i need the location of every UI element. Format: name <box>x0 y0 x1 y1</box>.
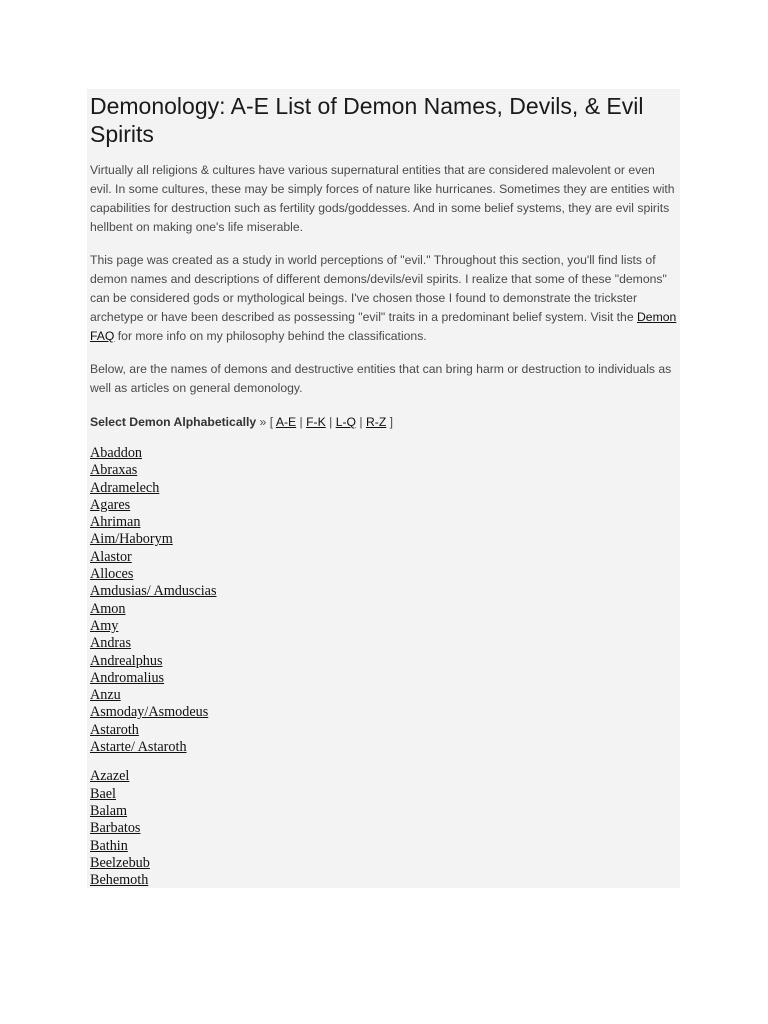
demon-link[interactable]: Andrealphus <box>90 652 163 669</box>
demon-link[interactable]: Andras <box>90 635 131 652</box>
demon-link[interactable]: Agares <box>90 496 131 513</box>
demon-link[interactable]: Aim/Haborym <box>90 531 173 548</box>
letter-link-f-k[interactable]: F-K <box>306 415 326 429</box>
demon-link[interactable]: Abaddon <box>90 445 143 461</box>
intro-paragraph: Virtually all religions & cultures have various supernatural entities that are considered malevolent or even evil. In some cultures, these may be simply forces of nature like hurricanes. Sometimes they are entities with capabilities for destruction such as fertility gods/goddesses. And in some belief systems, they are evil spirits hellbent on making one's life miserable. <box>90 163 675 234</box>
list-item <box>90 618 677 635</box>
demon-link[interactable]: Abraxas <box>90 462 138 479</box>
purpose-paragraph <box>90 251 677 346</box>
list-item <box>90 566 677 583</box>
demon-link[interactable]: Amdusias/ Amduscias <box>90 583 217 600</box>
demon-link[interactable]: Barbatos <box>90 820 141 837</box>
demon-link[interactable]: Bael <box>90 785 116 802</box>
demon-link[interactable]: Bathin <box>90 837 128 854</box>
selector-label: Select Demon Alphabetically <box>90 415 257 429</box>
list-item <box>90 670 677 687</box>
list-item <box>90 653 677 670</box>
demon-link[interactable]: Azazel <box>90 768 130 785</box>
demon-link[interactable]: Astaroth <box>90 721 139 738</box>
demon-link[interactable]: Alastor <box>90 548 132 565</box>
list-item <box>90 855 677 872</box>
list-item <box>90 531 677 548</box>
list-item <box>90 497 677 514</box>
list-item <box>90 803 677 820</box>
purpose-text-after: for more info on my philosophy behind the classifications. <box>114 329 427 343</box>
selector-pipe: | <box>325 415 336 429</box>
selector-pipe: | <box>356 415 366 429</box>
demon-link[interactable]: Anzu <box>90 687 121 704</box>
letter-link-a-e[interactable]: A-E <box>275 415 297 429</box>
letter-link-l-q[interactable]: L-Q <box>335 415 357 429</box>
demon-link[interactable]: Adramelech <box>90 479 160 496</box>
list-item <box>90 445 677 462</box>
demon-link[interactable]: Asmoday/Asmodeus <box>90 704 209 721</box>
list-item <box>90 462 677 479</box>
list-item <box>90 739 677 756</box>
demon-link[interactable]: Alloces <box>90 566 134 583</box>
list-item <box>90 549 677 566</box>
demon-link[interactable]: Astarte/ Astaroth <box>90 739 187 756</box>
article-panel <box>87 89 680 888</box>
below-paragraph: Below, are the names of demons and destructive entities that can bring harm or destruction to individuals as well as articles on general demonology. <box>90 362 672 395</box>
list-item <box>90 768 677 785</box>
demon-link[interactable]: Behemoth <box>90 872 149 889</box>
demon-link[interactable]: Beelzebub <box>90 854 150 871</box>
list-item <box>90 480 677 497</box>
list-item <box>90 722 677 739</box>
list-item <box>90 687 677 704</box>
letter-link-r-z[interactable]: R-Z <box>365 415 387 429</box>
demon-link[interactable]: Amon <box>90 600 126 617</box>
purpose-text-before: This page was created as a study in world perceptions of "evil." Throughout this section, you'll find lists of demon names and descriptions of different demons/devils/evil spirits. I realize that some of these "demons" can be considered gods or mythological beings. I've chosen those I found to demonstrate the trickster archetype or have been described as possessing "evil" traits in a predominant belief system. Visit the <box>90 253 667 324</box>
list-item <box>90 838 677 855</box>
demon-link[interactable]: Amy <box>90 617 119 634</box>
page-title: Demonology: A-E List of Demon Names, Devils, & Evil Spirits <box>90 93 644 147</box>
list-item <box>90 514 677 531</box>
list-item <box>90 583 677 600</box>
selector-open: » [ <box>256 415 276 429</box>
demon-faq-link[interactable]: Demon FAQ <box>90 310 677 343</box>
list-item <box>90 635 677 652</box>
demon-link[interactable]: Balam <box>90 802 128 819</box>
list-item <box>90 704 677 721</box>
list-item <box>90 601 677 618</box>
selector-pipe: | <box>296 415 307 429</box>
demon-link[interactable]: Ahriman <box>90 514 141 531</box>
demon-link[interactable]: Andromalius <box>90 669 165 686</box>
demon-list-group-1 <box>90 445 677 756</box>
selector-close: ] <box>386 415 394 429</box>
demon-list-group-2 <box>90 768 677 889</box>
alphabet-selector <box>90 413 677 432</box>
list-item <box>90 872 677 889</box>
list-item <box>90 786 677 803</box>
list-item <box>90 820 677 837</box>
